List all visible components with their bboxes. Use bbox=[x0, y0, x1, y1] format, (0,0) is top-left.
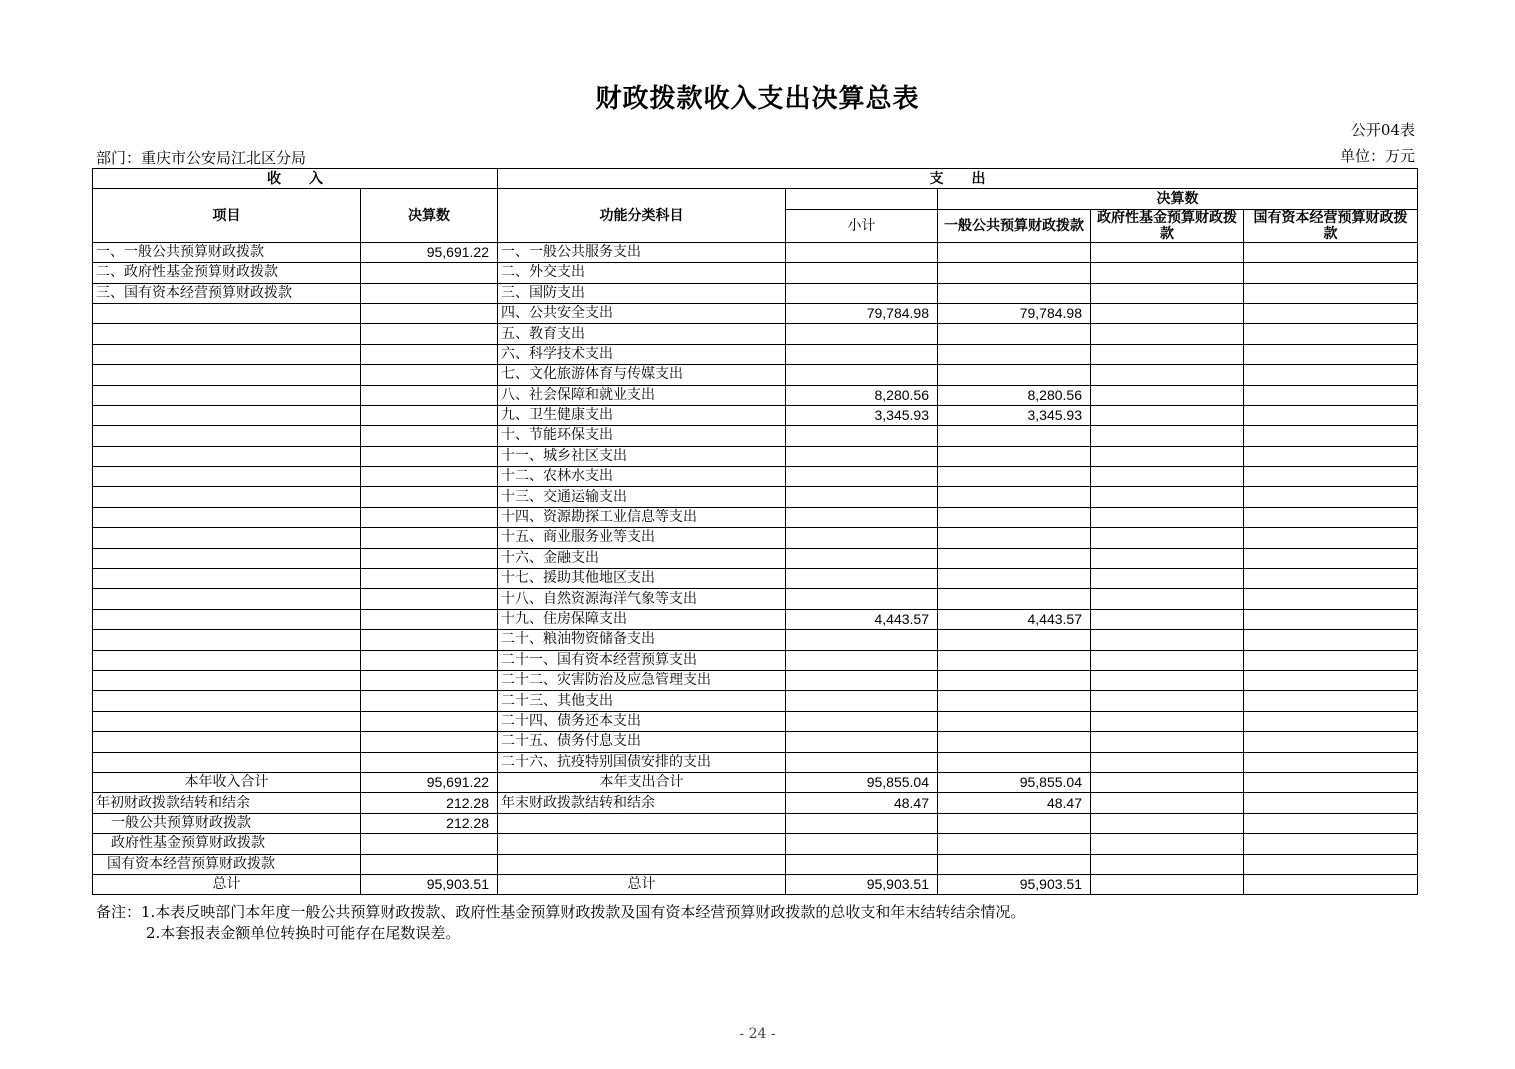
state-capital-cell bbox=[1244, 630, 1418, 650]
state-capital-cell bbox=[1244, 446, 1418, 466]
state-capital-cell bbox=[1244, 589, 1418, 609]
expense-subject-cell: 九、卫生健康支出 bbox=[498, 405, 786, 425]
state-capital-cell bbox=[1244, 670, 1418, 690]
subtotal-cell bbox=[786, 548, 938, 568]
expense-subject-cell: 五、教育支出 bbox=[498, 324, 786, 344]
general-budget-cell bbox=[938, 569, 1091, 589]
income-item-cell: 三、国有资本经营预算财政拨款 bbox=[93, 283, 361, 303]
table-row bbox=[93, 324, 1418, 344]
expense-subject-cell: 二十五、债务付息支出 bbox=[498, 732, 786, 752]
general-budget-cell bbox=[938, 752, 1091, 772]
state-capital-cell bbox=[1244, 303, 1418, 323]
expense-subject-cell: 十七、援助其他地区支出 bbox=[498, 569, 786, 589]
state-capital-cell bbox=[1244, 385, 1418, 405]
state-capital-cell bbox=[1244, 344, 1418, 364]
empty-cell bbox=[1244, 793, 1418, 813]
expense-subject-cell: 十、节能环保支出 bbox=[498, 426, 786, 446]
subtotal-cell bbox=[786, 589, 938, 609]
expense-total-label: 本年支出合计 bbox=[498, 772, 786, 792]
fund-budget-cell bbox=[1091, 303, 1244, 323]
fund-budget-cell bbox=[1091, 263, 1244, 283]
expense-subject-cell: 十八、自然资源海洋气象等支出 bbox=[498, 589, 786, 609]
expense-subject-cell: 十二、农林水支出 bbox=[498, 467, 786, 487]
income-amount-cell bbox=[361, 650, 498, 670]
general-budget-cell bbox=[938, 650, 1091, 670]
grand-total-general: 95,903.51 bbox=[938, 874, 1091, 894]
empty-cell bbox=[1091, 854, 1244, 874]
income-amount-cell bbox=[361, 446, 498, 466]
income-item-cell bbox=[93, 609, 361, 629]
income-item-cell bbox=[93, 303, 361, 323]
income-amount-cell bbox=[361, 467, 498, 487]
subtotal-cell bbox=[786, 365, 938, 385]
empty-cell bbox=[498, 813, 786, 833]
note-line-2: 2.本套报表金额单位转换时可能存在尾数误差。 bbox=[146, 924, 461, 942]
state-capital-cell bbox=[1244, 528, 1418, 548]
income-item-cell bbox=[93, 487, 361, 507]
table-row bbox=[93, 344, 1418, 364]
empty-cell bbox=[1244, 874, 1418, 894]
empty-cell bbox=[1091, 834, 1244, 854]
state-capital-cell bbox=[1244, 507, 1418, 527]
subtotal-cell: 4,443.57 bbox=[786, 609, 938, 629]
empty-cell bbox=[1244, 772, 1418, 792]
state-capital-cell bbox=[1244, 691, 1418, 711]
general-budget-cell bbox=[938, 344, 1091, 364]
expense-subject-cell: 二十四、债务还本支出 bbox=[498, 711, 786, 731]
table-row bbox=[93, 711, 1418, 731]
table-row bbox=[93, 609, 1418, 629]
table-row bbox=[93, 426, 1418, 446]
carry-out-label: 年末财政拨款结转和结余 bbox=[498, 793, 786, 813]
income-amount-cell bbox=[361, 711, 498, 731]
subtotal-cell bbox=[786, 752, 938, 772]
income-item-cell bbox=[93, 650, 361, 670]
empty-cell bbox=[498, 854, 786, 874]
general-budget-cell bbox=[938, 507, 1091, 527]
income-amount-cell bbox=[361, 324, 498, 344]
empty-cell bbox=[786, 854, 938, 874]
carry-general-value: 212.28 bbox=[361, 813, 498, 833]
state-capital-cell bbox=[1244, 324, 1418, 344]
fund-budget-cell bbox=[1091, 426, 1244, 446]
income-amount-cell bbox=[361, 670, 498, 690]
expense-subject-cell: 四、公共安全支出 bbox=[498, 303, 786, 323]
fund-budget-cell bbox=[1091, 609, 1244, 629]
income-amount-cell: 95,691.22 bbox=[361, 242, 498, 262]
general-budget-cell bbox=[938, 446, 1091, 466]
subtotal-cell bbox=[786, 670, 938, 690]
general-budget-cell: 8,280.56 bbox=[938, 385, 1091, 405]
header-row-2 bbox=[93, 189, 1418, 209]
income-item-cell bbox=[93, 426, 361, 446]
page-title: 财政拨款收入支出决算总表 bbox=[595, 84, 920, 114]
expense-subject-cell: 六、科学技术支出 bbox=[498, 344, 786, 364]
income-amount-cell bbox=[361, 589, 498, 609]
table-row bbox=[93, 385, 1418, 405]
expense-subject-cell: 十一、城乡社区支出 bbox=[498, 446, 786, 466]
income-item-cell bbox=[93, 548, 361, 568]
carry-in-value: 212.28 bbox=[361, 793, 498, 813]
expense-subject-cell: 三、国防支出 bbox=[498, 283, 786, 303]
table-row bbox=[93, 242, 1418, 262]
grand-total-income-value: 95,903.51 bbox=[361, 874, 498, 894]
subtotal-cell bbox=[786, 691, 938, 711]
state-capital-cell bbox=[1244, 711, 1418, 731]
empty-cell bbox=[1244, 813, 1418, 833]
state-capital-cell bbox=[1244, 548, 1418, 568]
carry-out-general: 48.47 bbox=[938, 793, 1091, 813]
expense-subject-cell: 一、一般公共服务支出 bbox=[498, 242, 786, 262]
fund-budget-cell bbox=[1091, 324, 1244, 344]
subtotal-cell bbox=[786, 263, 938, 283]
fund-budget-cell bbox=[1091, 569, 1244, 589]
table-row bbox=[93, 446, 1418, 466]
income-amount-cell bbox=[361, 528, 498, 548]
state-capital-cell bbox=[1244, 365, 1418, 385]
expense-subject-cell: 七、文化旅游体育与传媒支出 bbox=[498, 365, 786, 385]
income-amount-cell bbox=[361, 630, 498, 650]
general-budget-cell bbox=[938, 589, 1091, 609]
income-item-cell bbox=[93, 405, 361, 425]
empty-cell bbox=[1091, 772, 1244, 792]
income-amount-cell bbox=[361, 752, 498, 772]
subtotal-cell bbox=[786, 467, 938, 487]
income-amount-cell bbox=[361, 732, 498, 752]
note-line-1: 备注：1.本表反映部门本年度一般公共预算财政拨款、政府性基金预算财政拨款及国有资本经营预算财政拨款的总收支和年末结转结余情况。 bbox=[96, 903, 1026, 921]
state-capital-cell bbox=[1244, 752, 1418, 772]
subtotal-cell: 3,345.93 bbox=[786, 405, 938, 425]
income-total-value: 95,691.22 bbox=[361, 772, 498, 792]
state-capital-cell bbox=[1244, 487, 1418, 507]
fund-budget-cell bbox=[1091, 691, 1244, 711]
general-budget-cell bbox=[938, 467, 1091, 487]
income-item-cell bbox=[93, 365, 361, 385]
general-budget-cell bbox=[938, 670, 1091, 690]
subtotal-cell bbox=[786, 569, 938, 589]
income-amount-cell bbox=[361, 303, 498, 323]
income-item-cell bbox=[93, 324, 361, 344]
expense-subject-cell: 二十二、灾害防治及应急管理支出 bbox=[498, 670, 786, 690]
income-amount-cell bbox=[361, 691, 498, 711]
table-row bbox=[93, 752, 1418, 772]
state-capital-cell bbox=[1244, 732, 1418, 752]
table-row bbox=[93, 487, 1418, 507]
income-amount-cell bbox=[361, 426, 498, 446]
general-budget-cell bbox=[938, 711, 1091, 731]
subtotal-cell: 8,280.56 bbox=[786, 385, 938, 405]
fund-budget-cell bbox=[1091, 670, 1244, 690]
subtotal-cell bbox=[786, 446, 938, 466]
expense-subject-cell: 二、外交支出 bbox=[498, 263, 786, 283]
fund-budget-cell bbox=[1091, 487, 1244, 507]
table-row bbox=[93, 650, 1418, 670]
income-item-cell bbox=[93, 467, 361, 487]
empty-cell bbox=[361, 834, 498, 854]
fund-budget-cell bbox=[1091, 446, 1244, 466]
budget-summary-table bbox=[92, 168, 1418, 895]
expense-subject-cell: 八、社会保障和就业支出 bbox=[498, 385, 786, 405]
fund-budget-cell bbox=[1091, 385, 1244, 405]
subtotal-cell bbox=[786, 528, 938, 548]
income-amount-cell bbox=[361, 263, 498, 283]
table-row bbox=[93, 589, 1418, 609]
subtotal-cell: 79,784.98 bbox=[786, 303, 938, 323]
state-capital-cell bbox=[1244, 283, 1418, 303]
general-budget-cell bbox=[938, 324, 1091, 344]
income-amount-cell bbox=[361, 569, 498, 589]
state-capital-cell bbox=[1244, 609, 1418, 629]
income-amount-header: 决算数 bbox=[361, 189, 498, 242]
table-row bbox=[93, 691, 1418, 711]
expense-subject-cell: 二十六、抗疫特别国债安排的支出 bbox=[498, 752, 786, 772]
empty-cell bbox=[938, 854, 1091, 874]
general-budget-cell bbox=[938, 528, 1091, 548]
income-amount-cell bbox=[361, 609, 498, 629]
empty-cell bbox=[786, 813, 938, 833]
fund-budget-cell bbox=[1091, 242, 1244, 262]
general-budget-header: 一般公共预算财政拨款 bbox=[938, 209, 1091, 242]
header-row-1 bbox=[93, 169, 1418, 189]
item-header: 项目 bbox=[93, 189, 361, 242]
carry-out-subtotal: 48.47 bbox=[786, 793, 938, 813]
income-header: 收 入 bbox=[93, 169, 498, 189]
table-body bbox=[93, 242, 1418, 772]
grand-total-income-label: 总计 bbox=[93, 874, 361, 894]
subtotal-header: 小计 bbox=[786, 209, 938, 242]
income-item-cell bbox=[93, 385, 361, 405]
table-row bbox=[93, 365, 1418, 385]
page-number: - 24 - bbox=[739, 1026, 776, 1042]
table-row bbox=[93, 732, 1418, 752]
subtotal-cell bbox=[786, 487, 938, 507]
table-row bbox=[93, 405, 1418, 425]
table-row bbox=[93, 813, 1418, 833]
empty-cell bbox=[1091, 793, 1244, 813]
income-item-cell bbox=[93, 589, 361, 609]
fund-budget-cell bbox=[1091, 365, 1244, 385]
general-budget-cell bbox=[938, 630, 1091, 650]
subtotal-cell bbox=[786, 711, 938, 731]
table-row bbox=[93, 670, 1418, 690]
final-amount-group-header: 决算数 bbox=[938, 189, 1418, 209]
table-row bbox=[93, 528, 1418, 548]
state-capital-header: 国有资本经营预算财政拨款 bbox=[1244, 209, 1418, 242]
empty-cell bbox=[1091, 813, 1244, 833]
fund-budget-cell bbox=[1091, 630, 1244, 650]
general-budget-cell bbox=[938, 365, 1091, 385]
empty-cell bbox=[1244, 854, 1418, 874]
empty-cell bbox=[498, 834, 786, 854]
empty-cell bbox=[786, 834, 938, 854]
income-amount-cell bbox=[361, 365, 498, 385]
general-budget-cell bbox=[938, 548, 1091, 568]
income-amount-cell bbox=[361, 487, 498, 507]
expense-subject-cell: 十五、商业服务业等支出 bbox=[498, 528, 786, 548]
expense-subject-cell: 二十三、其他支出 bbox=[498, 691, 786, 711]
subtotal-cell bbox=[786, 324, 938, 344]
grand-total-subtotal: 95,903.51 bbox=[786, 874, 938, 894]
table-row bbox=[93, 507, 1418, 527]
empty-cell bbox=[1244, 834, 1418, 854]
income-item-cell: 二、政府性基金预算财政拨款 bbox=[93, 263, 361, 283]
table-row bbox=[93, 548, 1418, 568]
general-budget-cell: 79,784.98 bbox=[938, 303, 1091, 323]
income-item-cell bbox=[93, 446, 361, 466]
fund-budget-cell bbox=[1091, 650, 1244, 670]
general-budget-cell bbox=[938, 263, 1091, 283]
empty-cell bbox=[938, 813, 1091, 833]
state-capital-cell bbox=[1244, 242, 1418, 262]
income-item-cell bbox=[93, 569, 361, 589]
table-row bbox=[93, 467, 1418, 487]
income-item-cell bbox=[93, 691, 361, 711]
subtotal-cell bbox=[786, 732, 938, 752]
expense-subject-cell: 二十、粮油物资储备支出 bbox=[498, 630, 786, 650]
state-capital-cell bbox=[1244, 405, 1418, 425]
fund-budget-cell bbox=[1091, 467, 1244, 487]
state-capital-cell bbox=[1244, 467, 1418, 487]
subtotal-cell bbox=[786, 630, 938, 650]
carry-fund-label: 政府性基金预算财政拨款 bbox=[93, 834, 361, 854]
income-item-cell bbox=[93, 630, 361, 650]
general-budget-cell bbox=[938, 242, 1091, 262]
income-item-cell bbox=[93, 732, 361, 752]
grand-total-expense-label: 总计 bbox=[498, 874, 786, 894]
table-row bbox=[93, 630, 1418, 650]
general-budget-cell bbox=[938, 732, 1091, 752]
empty-cell bbox=[938, 834, 1091, 854]
income-amount-cell bbox=[361, 548, 498, 568]
income-item-cell bbox=[93, 507, 361, 527]
unit-label: 单位：万元 bbox=[1339, 147, 1415, 165]
header-blank-cell bbox=[786, 189, 938, 209]
income-amount-cell bbox=[361, 283, 498, 303]
table-row bbox=[93, 834, 1418, 854]
table-row bbox=[93, 874, 1418, 894]
expense-total-subtotal: 95,855.04 bbox=[786, 772, 938, 792]
state-capital-cell bbox=[1244, 426, 1418, 446]
department-label: 部门：重庆市公安局江北区分局 bbox=[96, 149, 307, 167]
subtotal-cell bbox=[786, 426, 938, 446]
general-budget-cell bbox=[938, 487, 1091, 507]
subtotal-cell bbox=[786, 242, 938, 262]
table-row bbox=[93, 283, 1418, 303]
general-budget-cell bbox=[938, 283, 1091, 303]
income-item-cell bbox=[93, 670, 361, 690]
state-capital-cell bbox=[1244, 569, 1418, 589]
general-budget-cell: 4,443.57 bbox=[938, 609, 1091, 629]
fund-budget-cell bbox=[1091, 548, 1244, 568]
fund-budget-cell bbox=[1091, 528, 1244, 548]
income-amount-cell bbox=[361, 405, 498, 425]
fund-budget-cell bbox=[1091, 711, 1244, 731]
expense-total-general: 95,855.04 bbox=[938, 772, 1091, 792]
fund-budget-cell bbox=[1091, 405, 1244, 425]
state-capital-cell bbox=[1244, 263, 1418, 283]
income-amount-cell bbox=[361, 344, 498, 364]
expense-header: 支 出 bbox=[498, 169, 1418, 189]
carry-in-label: 年初财政拨款结转和结余 bbox=[93, 793, 361, 813]
table-row bbox=[93, 569, 1418, 589]
general-budget-cell: 3,345.93 bbox=[938, 405, 1091, 425]
fund-budget-cell bbox=[1091, 752, 1244, 772]
income-item-cell bbox=[93, 528, 361, 548]
summary-body bbox=[93, 772, 1418, 894]
expense-subject-cell: 十九、住房保障支出 bbox=[498, 609, 786, 629]
fund-budget-cell bbox=[1091, 283, 1244, 303]
table-row bbox=[93, 854, 1418, 874]
subtotal-cell bbox=[786, 344, 938, 364]
state-capital-cell bbox=[1244, 650, 1418, 670]
fund-budget-cell bbox=[1091, 507, 1244, 527]
subtotal-cell bbox=[786, 650, 938, 670]
function-subject-header: 功能分类科目 bbox=[498, 189, 786, 242]
table-row bbox=[93, 772, 1418, 792]
expense-subject-cell: 十三、交通运输支出 bbox=[498, 487, 786, 507]
expense-subject-cell: 十四、资源勘探工业信息等支出 bbox=[498, 507, 786, 527]
form-number: 公开04表 bbox=[1350, 121, 1415, 139]
fund-budget-cell bbox=[1091, 344, 1244, 364]
table-row bbox=[93, 303, 1418, 323]
general-budget-cell bbox=[938, 691, 1091, 711]
income-amount-cell bbox=[361, 507, 498, 527]
subtotal-cell bbox=[786, 507, 938, 527]
carry-general-label: 一般公共预算财政拨款 bbox=[93, 813, 361, 833]
general-budget-cell bbox=[938, 426, 1091, 446]
income-total-label: 本年收入合计 bbox=[93, 772, 361, 792]
fund-budget-cell bbox=[1091, 589, 1244, 609]
income-item-cell: 一、一般公共预算财政拨款 bbox=[93, 242, 361, 262]
income-item-cell bbox=[93, 711, 361, 731]
income-amount-cell bbox=[361, 385, 498, 405]
subtotal-cell bbox=[786, 283, 938, 303]
expense-subject-cell: 二十一、国有资本经营预算支出 bbox=[498, 650, 786, 670]
empty-cell bbox=[1091, 874, 1244, 894]
table-row bbox=[93, 793, 1418, 813]
fund-budget-cell bbox=[1091, 732, 1244, 752]
fund-budget-header: 政府性基金预算财政拨款 bbox=[1091, 209, 1244, 242]
expense-subject-cell: 十六、金融支出 bbox=[498, 548, 786, 568]
income-item-cell bbox=[93, 752, 361, 772]
income-item-cell bbox=[93, 344, 361, 364]
carry-capital-label: 国有资本经营预算财政拨款 bbox=[93, 854, 361, 874]
empty-cell bbox=[361, 854, 498, 874]
table-row bbox=[93, 263, 1418, 283]
